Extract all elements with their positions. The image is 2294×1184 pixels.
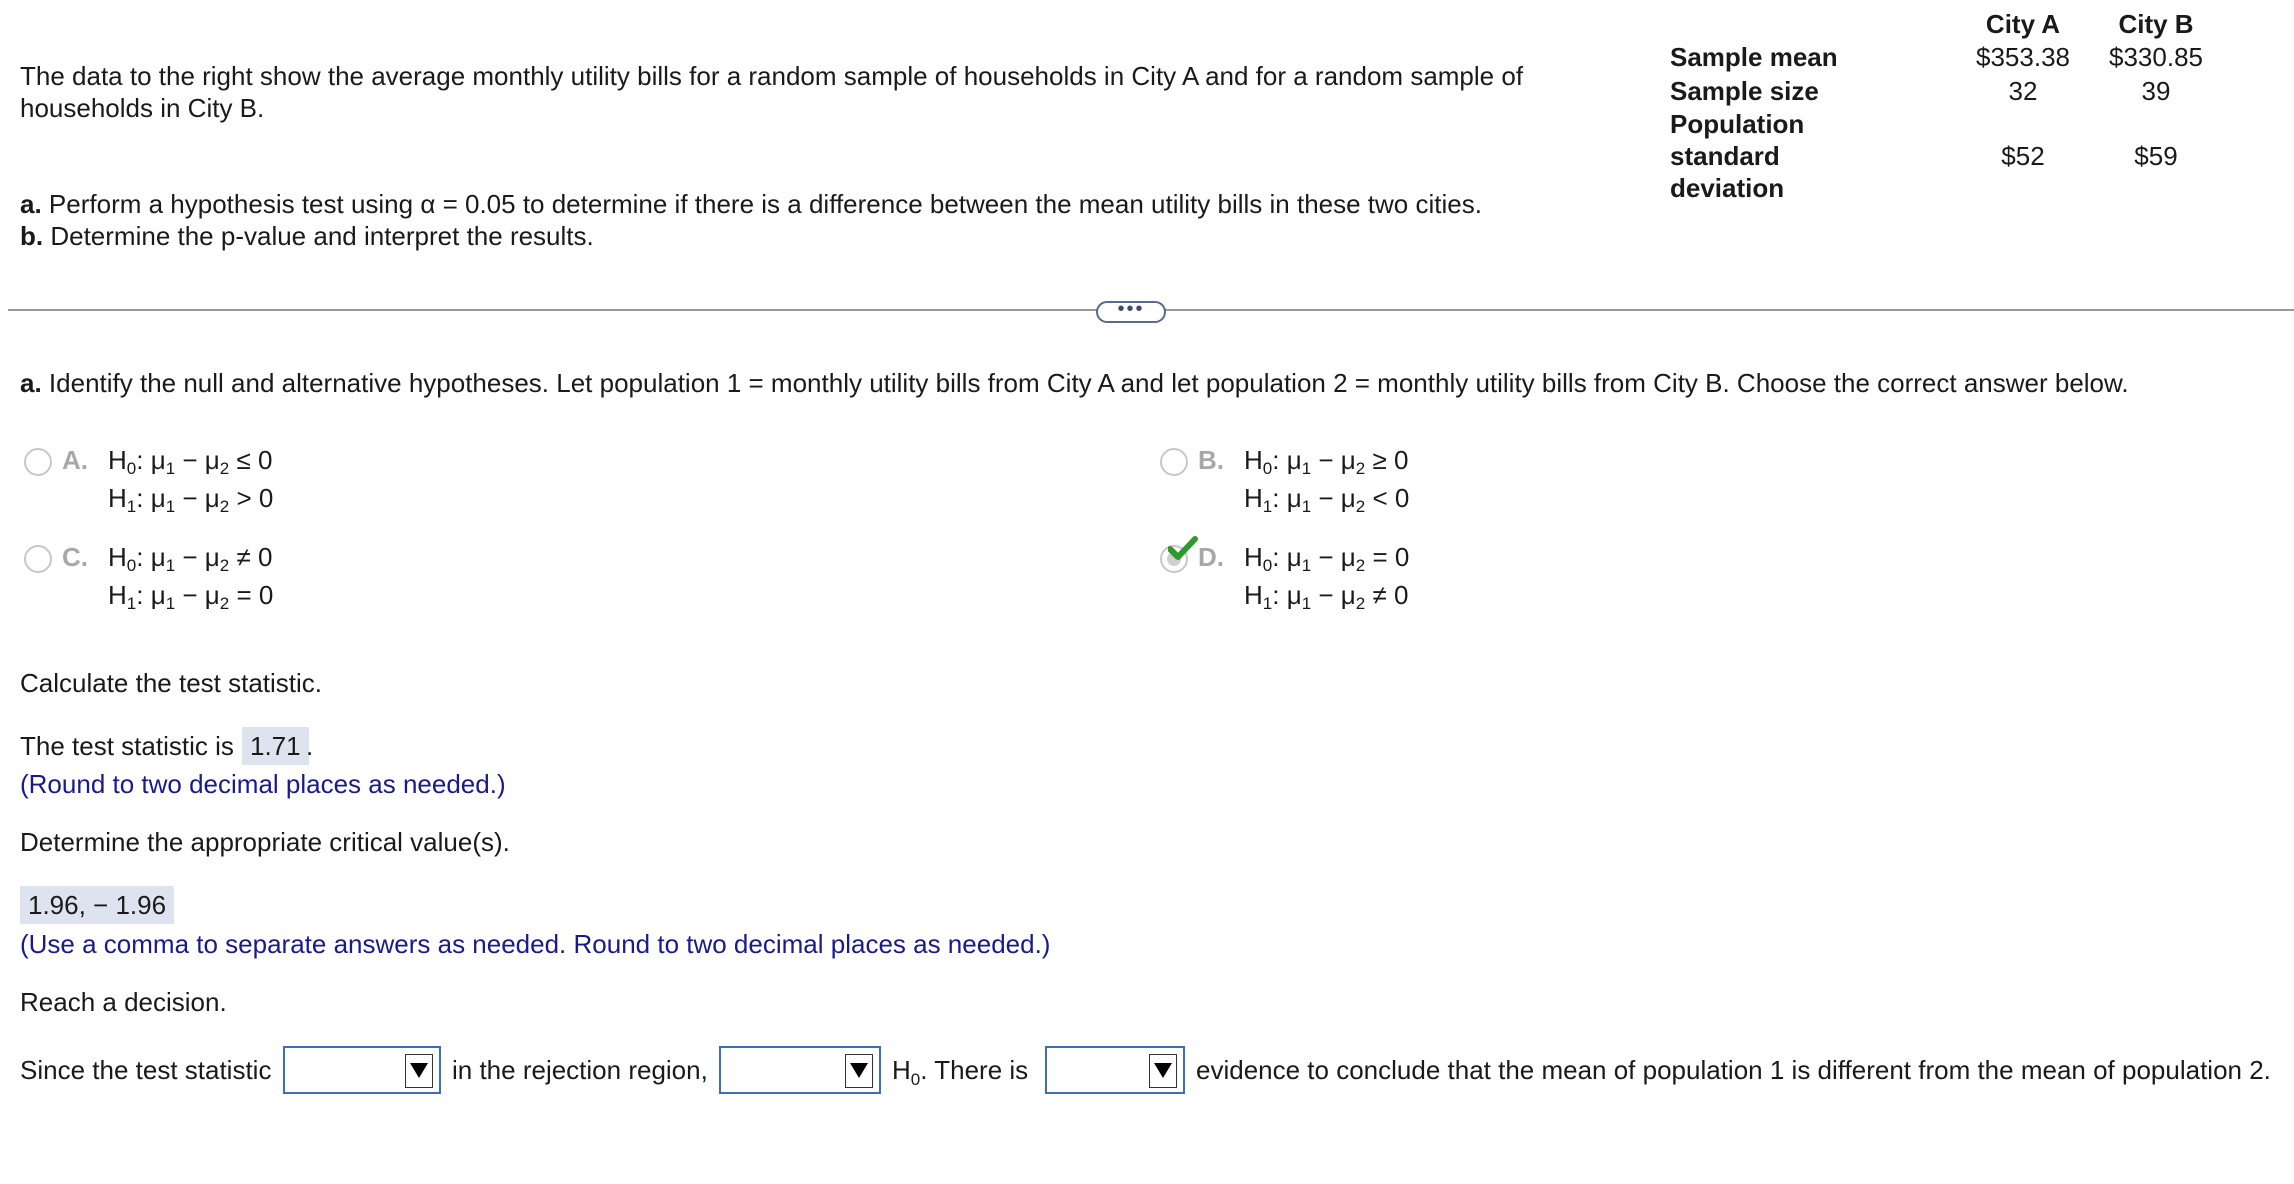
- table-header-row: [1670, 8, 2221, 40]
- option-a-h0: $H_0$: $\mu_1 - \mu_2 \le 0$: [108, 445, 273, 478]
- row-label: Population standard deviation: [1670, 109, 1805, 203]
- decision-text-4: evidence to conclude that the mean of population 1 is different from the mean of population 2.: [1196, 1055, 2271, 1085]
- option-b-h0: $H_0$: $\mu_1 - \mu_2 \ge 0$: [1244, 445, 1409, 478]
- option-c-h1: $H_1$: $\mu_1 - \mu_2 = 0$: [108, 580, 274, 613]
- task-b-text: Determine the p-value and interpret the results.: [50, 221, 594, 251]
- table-row: [1670, 74, 2221, 108]
- test-stat-prompt: Calculate the test statistic.: [20, 668, 323, 698]
- option-a-h0-relation: ≤: [236, 445, 251, 475]
- h-symbol: H: [892, 1055, 911, 1085]
- option-b-h1: $H_1$: $\mu_1 - \mu_2 < 0$: [1244, 483, 1410, 516]
- table-row: [1670, 108, 2221, 204]
- expand-button[interactable]: •••: [1096, 301, 1166, 323]
- decision-text-2: in the rejection region,: [452, 1055, 708, 1085]
- test-stat-lead: The test statistic is: [20, 731, 234, 761]
- header-city-b: City B: [2118, 9, 2194, 39]
- option-d-h0-relation: =: [1372, 542, 1388, 572]
- task-a: [20, 188, 1482, 220]
- decision-dropdown-3[interactable]: [1045, 1046, 1185, 1094]
- test-stat-trail: .: [306, 731, 314, 761]
- cell-city-a: 32: [2008, 76, 2038, 106]
- header-city-a: City A: [1985, 9, 2061, 39]
- cell-city-a: $353.38: [1976, 42, 2070, 72]
- task-b: [20, 220, 594, 252]
- option-d-h1-relation: ≠: [1372, 580, 1387, 610]
- test-stat-answer[interactable]: 1.71: [242, 727, 309, 765]
- option-d-letter: D.: [1198, 542, 1224, 572]
- decision-text-3: [892, 1054, 1028, 1096]
- row-label: Sample mean: [1670, 42, 1838, 72]
- option-a-h1: $H_1$: $\mu_1 - \mu_2 > 0$: [108, 483, 274, 516]
- option-b-letter: B.: [1198, 445, 1224, 475]
- option-c-h0-relation: ≠: [236, 542, 251, 572]
- option-a-radio[interactable]: [24, 448, 52, 476]
- critical-answer[interactable]: 1.96, − 1.96: [20, 886, 174, 924]
- cell-city-b: $59: [2134, 141, 2178, 171]
- option-d-h0: $H_0$: $\mu_1 - \mu_2 = 0$: [1244, 542, 1410, 575]
- problem-intro: The data to the right show the average monthly utility bills for a random sample of households in City A and for a random sample of households in City B.: [20, 61, 1524, 123]
- cell-city-a: $52: [2001, 141, 2045, 171]
- question-a: [20, 367, 2129, 399]
- option-c-radio[interactable]: [24, 545, 52, 573]
- option-b-h1-relation: <: [1372, 483, 1388, 513]
- critical-hint: (Use a comma to separate answers as needed. Round to two decimal places as needed.): [20, 929, 1051, 959]
- cell-city-b: 39: [2141, 76, 2171, 106]
- option-c-h0: $H_0$: $\mu_1 - \mu_2 \ne 0$: [108, 542, 273, 575]
- dropdown-arrow-icon[interactable]: [405, 1054, 433, 1088]
- decision-prompt: Reach a decision.: [20, 987, 227, 1017]
- option-b-h0-relation: ≥: [1372, 445, 1387, 475]
- option-a-letter: A.: [62, 445, 88, 475]
- decision-dropdown-2[interactable]: [719, 1046, 881, 1094]
- decision-dropdown-1[interactable]: [283, 1046, 441, 1094]
- critical-prompt: Determine the appropriate critical value(s).: [20, 827, 510, 857]
- row-label: Sample size: [1670, 76, 1819, 106]
- question-a-text: Identify the null and alternative hypotheses. Let population 1 = monthly utility bills from City A and let population 2 = monthly utility bills from City B. Choose the correct answer below.: [48, 368, 2129, 398]
- data-table: [1670, 8, 2221, 204]
- option-c-h1-relation: =: [236, 580, 252, 610]
- h-subscript: 0: [910, 1070, 921, 1090]
- dropdown-arrow-icon[interactable]: [1149, 1054, 1177, 1088]
- dropdown-arrow-icon[interactable]: [845, 1054, 873, 1088]
- task-a-label: a.: [20, 189, 42, 219]
- option-a-h1-relation: >: [236, 483, 252, 513]
- question-a-label: a.: [20, 368, 42, 398]
- cell-city-b: $330.85: [2109, 42, 2203, 72]
- task-a-text: Perform a hypothesis test using α = 0.05 to determine if there is a difference between the mean utility bills in these two cities.: [48, 189, 1482, 219]
- test-stat-hint: (Round to two decimal places as needed.): [20, 769, 506, 799]
- checkmark-icon: [1168, 536, 1198, 562]
- decision-text-1: Since the test statistic: [20, 1055, 272, 1085]
- option-b-radio[interactable]: [1160, 448, 1188, 476]
- option-d-h1: $H_1$: $\mu_1 - \mu_2 \ne 0$: [1244, 580, 1409, 613]
- task-b-label: b.: [20, 221, 44, 251]
- decision-text-3-post: . There is: [920, 1055, 1029, 1085]
- table-row: [1670, 40, 2221, 74]
- option-c-letter: C.: [62, 542, 88, 572]
